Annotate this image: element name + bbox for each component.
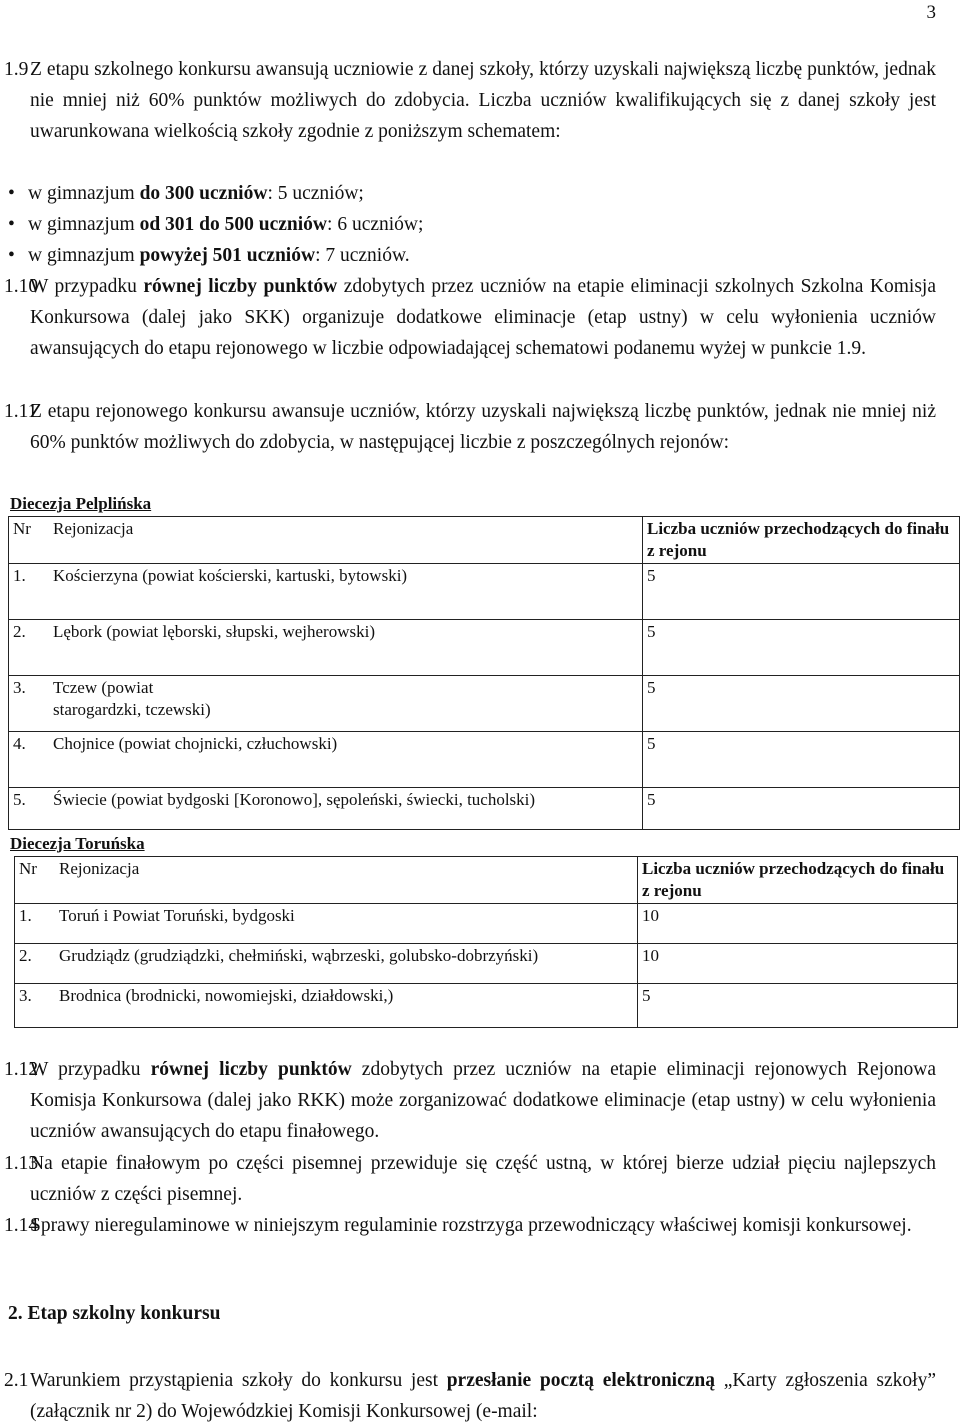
bullet-item: • w gimnazjum od 301 do 500 uczniów: 6 uczniów; bbox=[8, 209, 423, 240]
diocese-heading: Diecezja Toruńska bbox=[10, 834, 145, 853]
region-table-pelplin bbox=[8, 516, 960, 830]
table-row: 1. Toruń i Powiat Toruński, bydgoski 10 bbox=[15, 904, 958, 944]
paragraph-number: 1.12 bbox=[4, 1059, 39, 1080]
bullet-item: • w gimnazjum do 300 uczniów: 5 uczniów; bbox=[8, 178, 364, 209]
table-header-row: Nr Rejonizacja Liczba uczniów przechodzących do finału z rejonu bbox=[9, 517, 960, 564]
paragraph-1-13 bbox=[4, 1148, 936, 1210]
bullet-icon: • bbox=[8, 245, 15, 266]
paragraph-1-14 bbox=[4, 1210, 936, 1241]
bullet-icon: • bbox=[8, 183, 15, 204]
paragraph-2-1: 2.1 Warunkiem przystąpienia szkoły do konkursu jest przesłanie pocztą elektroniczną „Karty zgłoszenia szkoły” (załącznik nr 2) do Wojewódzkiej Komisji Konkursowej (e-mail: bbox=[30, 1365, 936, 1427]
table-row: 2. Lębork (powiat lęborski, słupski, wejherowski) 5 bbox=[9, 620, 960, 676]
paragraph-text: Na etapie finałowym po części pisemnej przewiduje się część ustną, w której bierze udział pięciu najlepszych uczniów z części pisemnej. bbox=[30, 1153, 936, 1205]
section-heading: 2. Etap szkolny konkursu bbox=[8, 1303, 221, 1324]
table-row: 1. Kościerzyna (powiat kościerski, kartuski, bytowski) 5 bbox=[9, 564, 960, 620]
region-table-torun bbox=[14, 856, 958, 1028]
table-header-row: Nr Rejonizacja Liczba uczniów przechodzących do finału z rejonu bbox=[15, 857, 958, 904]
paragraph-number: 1.11 bbox=[4, 401, 38, 422]
paragraph-1-12: 1.12 W przypadku równej liczby punktów zdobytych przez uczniów na etapie eliminacji rejonowych Rejonowa Komisja Konkursowa (dalej jako RKK) może zorganizować dodatkowe eliminacje (etap ustny) w celu wyłonienia uczniów awansujących do etapu finałowego. bbox=[30, 1054, 936, 1147]
paragraph-number: 1.13 bbox=[4, 1153, 39, 1174]
table-row: 3. Tczew (powiat starogardzki, tczewski) 5 bbox=[9, 676, 960, 732]
paragraph-number: 1.14 bbox=[4, 1215, 39, 1236]
paragraph-1-9 bbox=[4, 54, 936, 147]
table-row: 2. Grudziądz (grudziądzki, chełmiński, wąbrzeski, golubsko-dobrzyński) 10 bbox=[15, 944, 958, 984]
table-row: 5. Świecie (powiat bydgoski [Koronowo], sępoleński, świecki, tucholski) 5 bbox=[9, 788, 960, 830]
table-row: 4. Chojnice (powiat chojnicki, człuchowski) 5 bbox=[9, 732, 960, 788]
paragraph-number: 1.9 bbox=[4, 59, 29, 80]
bullet-icon: • bbox=[8, 214, 15, 235]
diocese-heading: Diecezja Pelplińska bbox=[10, 494, 152, 513]
paragraph-1-11 bbox=[4, 396, 936, 458]
paragraph-number: 1.10 bbox=[4, 276, 39, 297]
page-number: 3 bbox=[926, 2, 936, 23]
bullet-item: • w gimnazjum powyżej 501 uczniów: 7 uczniów. bbox=[8, 240, 410, 271]
paragraph-text: Z etapu rejonowego konkursu awansuje uczniów, którzy uzyskali największą liczbę punktów, jednak nie mniej niż 60% punktów możliwych do zdobycia, w następującej liczbie z poszczególnych rejonów: bbox=[30, 401, 936, 453]
paragraph-1-10: 1.10 W przypadku równej liczby punktów zdobytych przez uczniów na etapie eliminacji szkolnych Szkolna Komisja Konkursowa (dalej jako SKK) organizuje dodatkowe eliminacje (etap ustny) w celu wyłonienia uczniów awansujących do etapu rejonowego w liczbie odpowiadającej schematowi podanemu wyżej w punkcie 1.9. bbox=[30, 271, 936, 364]
paragraph-text: Z etapu szkolnego konkursu awansują uczniowie z danej szkoły, którzy uzyskali największą liczbę punktów, jednak nie mniej niż 60% punktów możliwych do zdobycia. Liczba uczniów kwalifikujących się z danej szkoły jest uwarunkowana wielkością szkoły zgodnie z poniższym schematem: bbox=[30, 59, 936, 142]
table-row: 3. Brodnica (brodnicki, nowomiejski, działdowski,) 5 bbox=[15, 984, 958, 1028]
paragraph-number: 2.1 bbox=[4, 1370, 29, 1391]
paragraph-text: Sprawy nieregulaminowe w niniejszym regulaminie rozstrzyga przewodniczący właściwej komisji konkursowej. bbox=[30, 1215, 912, 1236]
